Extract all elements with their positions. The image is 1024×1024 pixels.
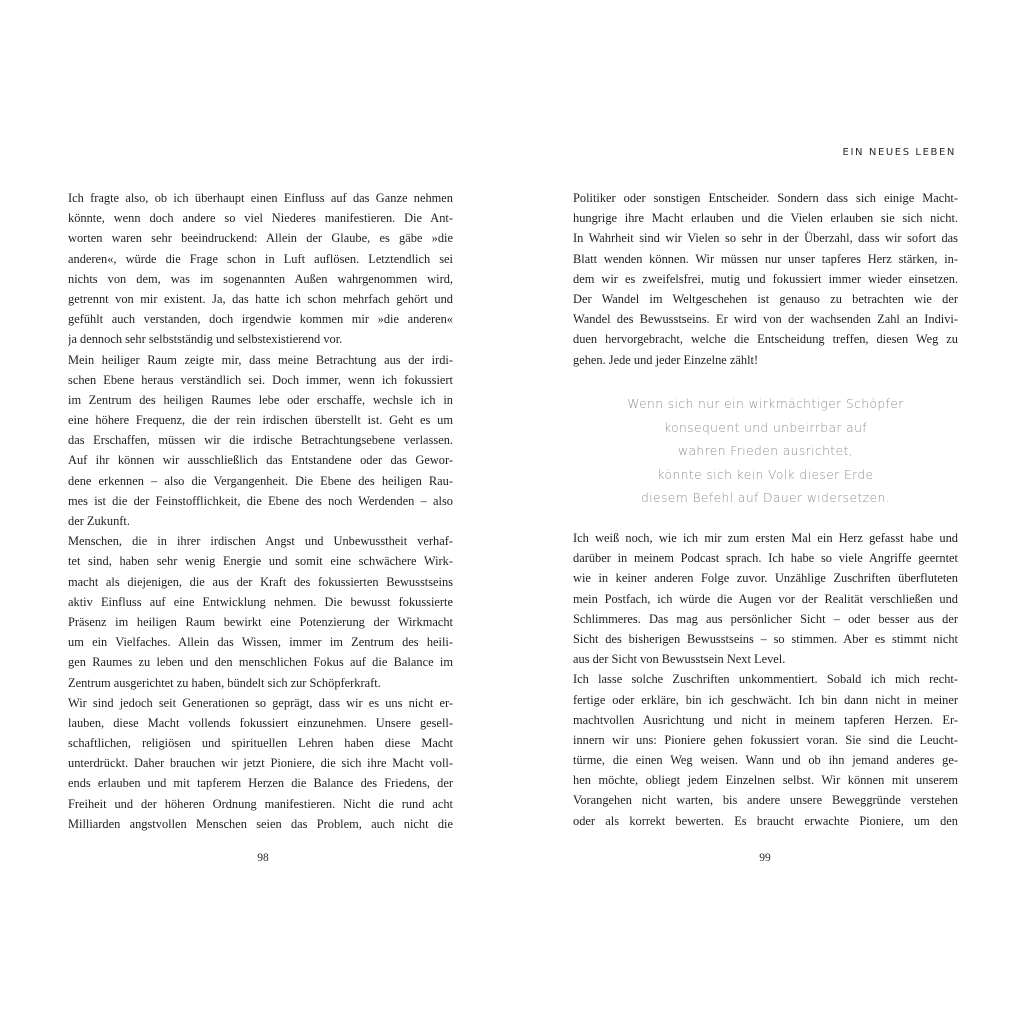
text-line: innern wir uns: Pioniere gehen fokussiert voran. Sie sind die Leucht- xyxy=(573,732,958,747)
quote-line: wahren Frieden ausrichtet, xyxy=(677,444,853,459)
text-line: hungrige ihre Macht erlauben und die Vielen erlauben sie sich nicht. xyxy=(573,211,958,226)
text-line: darüber in meinem Podcast sprach. Ich habe so viele Angriffe geerntet xyxy=(573,551,958,566)
text-line: Auf ihr können wir ausschließlich das Entstandene oder das Gewor- xyxy=(68,453,453,468)
text-line: Schlimmeres. Das mag aus persönlicher Sicht – oder besser aus der xyxy=(573,611,958,626)
text-line: Vorangehen nicht warten, bis andere unsere Beweggründe verstehen xyxy=(573,793,958,808)
text-line: könnte, wenn doch andere so viel Niederes manifestieren. Die Ant- xyxy=(68,211,453,226)
text-line: Zentrum ausgerichtet zu haben, bündelt sich zur Schöpferkraft. xyxy=(68,675,381,690)
text-line: Milliarden angstvollen Menschen seien das Problem, auch nicht die xyxy=(68,816,453,831)
text-line: eine höhere Frequenz, die der rein irdischen überstellt ist. Geht es um xyxy=(68,413,453,428)
text-line: aktiv Einfluss auf eine Entwicklung nehmen. Die bewusst fokussierte xyxy=(68,594,453,609)
text-line: schaftlichen, religiösen und spirituellen Lehren haben diese Macht xyxy=(68,736,453,751)
quote-line: könnte sich kein Volk dieser Erde xyxy=(657,467,874,482)
text-line: mes ist die der Feinstofflichkeit, die Ebene des noch Werdenden – also xyxy=(68,493,453,508)
text-line: worten waren sehr beeindruckend: Allein der Glaube, es gäbe »die xyxy=(68,231,453,246)
text-line: Ich lasse solche Zuschriften unkommentiert. Sobald ich mich recht- xyxy=(573,672,958,687)
text-line: Präsenz im heiligen Raum bewirkt eine Potenzierung der Wirkmacht xyxy=(68,614,453,629)
text-line: duen hervorgebracht, welche die Entscheidung treffen, diesen Weg zu xyxy=(573,332,958,347)
text-line: Freiheit und der höheren Ordnung manifestieren. Nicht die rund acht xyxy=(68,796,453,811)
text-line: Sicht des bisherigen Bewusstseins – so stimmen. Aber es stimmt nicht xyxy=(573,631,958,646)
text-line: wie in keiner anderen Folge zuvor. Unzählige Zuschriften überfluteten xyxy=(573,571,958,586)
quote-line: Wenn sich nur ein wirkmächtiger Schöpfer xyxy=(627,397,904,411)
running-head: EIN NEUES LEBEN xyxy=(842,147,956,158)
text-line: Menschen, die in ihrer irdischen Angst und Unbewusstheit verhaf- xyxy=(68,534,453,549)
text-line: dene erkennen – also die Vergangenheit. Die Ebene des heiligen Rau- xyxy=(68,473,453,488)
text-line: lauben, diese Macht vollends fokussiert einzunehmen. Unsere gesell- xyxy=(68,715,453,730)
text-line: anderen«, würde die Frage schon in Luft auflösen. Letztendlich sei xyxy=(68,251,453,266)
text-line: Mein heiliger Raum zeigte mir, dass meine Betrachtung aus der irdi- xyxy=(68,352,453,367)
left-page-text xyxy=(68,188,453,834)
text-line: macht als diejenigen, die aus der Kraft des fokussierten Bewusstseins xyxy=(68,574,453,589)
text-line: schen Ebene heraus verständlich sei. Doch immer, wenn ich fokussiert xyxy=(68,372,453,387)
pull-quote xyxy=(573,393,958,511)
text-line: Ich weiß noch, wie ich mir zum ersten Mal ein Herz gefasst habe und xyxy=(573,531,958,545)
page-number-left: 98 xyxy=(257,852,269,864)
text-line: gen Raumes zu leben und den menschlichen Fokus auf die Balance im xyxy=(68,655,453,670)
text-line: Der Wandel im Weltgeschehen ist genauso zu betrachten wie der xyxy=(573,291,958,306)
text-line: nichts von dem, was im sogenannten Außen wahrgenommen wird, xyxy=(68,271,453,286)
quote-line: konsequent und unbeirrbar auf xyxy=(663,420,867,435)
text-line: ends erlauben und mit tapferem Herzen die Balance des Friedens, der xyxy=(68,776,453,791)
text-line: fertige oder erkläre, bin ich geschwächt. Ich bin dann nicht in meiner xyxy=(573,692,958,707)
text-line: dem wir es zweifelsfrei, mutig und fokussiert immer wieder einsetzen. xyxy=(573,271,958,286)
quote-line: diesem Befehl auf Dauer widersetzen. xyxy=(641,491,890,506)
text-line: Wir sind jedoch seit Generationen so geprägt, dass wir es uns nicht er- xyxy=(68,695,453,710)
text-line: der Zukunft. xyxy=(68,514,130,528)
text-line: im Zentrum des heiligen Raumes lebe oder erschaffe, wechsle ich in xyxy=(68,392,453,407)
text-line: türme, die einen Weg weisen. Wann und ob ihn jemand anderes ge- xyxy=(573,753,958,768)
text-line: Ich fragte also, ob ich überhaupt einen Einfluss auf das Ganze nehmen xyxy=(68,191,453,205)
text-line: gefühlt auch verstanden, doch irgendwie kommen mir »die anderen« xyxy=(68,312,453,327)
text-line: oder als korrekt bewerten. Es braucht erwachte Pioniere, um den xyxy=(573,813,958,828)
text-line: tet sind, haben sehr wenig Energie und somit eine schwächere Wirk- xyxy=(68,554,453,569)
text-line: ja dennoch sehr selbstständig und selbstexistierend vor. xyxy=(68,332,343,347)
text-line: machtvollen Ausrichtung und nicht in meinem tapferen Herzen. Er- xyxy=(573,712,958,727)
text-line: unterdrückt. Daher brauchen wir jetzt Pioniere, die sich ihre Macht voll- xyxy=(68,756,453,771)
right-page-text-bottom xyxy=(573,528,958,831)
text-line: mein Postfach, ich würde die Augen vor der Realität verschließen und xyxy=(573,591,958,606)
page-number-right: 99 xyxy=(759,852,771,864)
text-line: gehen. Jede und jeder Einzelne zählt! xyxy=(573,352,759,367)
text-line: aus der Sicht von Bewusstsein Next Level. xyxy=(573,652,786,667)
text-line: getrennt von mir existent. Ja, das hatte ich schon mehrfach gehört und xyxy=(68,291,453,306)
text-line: hen möchte, obliegt jedem Einzelnen selbst. Wir können mit unserem xyxy=(573,773,958,788)
text-line: das Erschaffen, müssen wir die irdische Betrachtungsebene verlassen. xyxy=(68,433,453,448)
text-line: In Wahrheit sind wir Vielen so sehr in der Überzahl, dass wir sofort das xyxy=(573,231,958,246)
text-line: Wandel des Bewusstseins. Er wird von der wachsenden Zahl an Indivi- xyxy=(573,312,958,327)
right-page-text-top xyxy=(573,188,958,370)
text-line: Blatt wenden können. Wir müssen nur unser tapferes Herz stärken, in- xyxy=(573,251,958,266)
text-line: Politiker oder sonstigen Entscheider. Sondern dass sich einige Macht- xyxy=(573,191,958,205)
text-line: um ein Vielfaches. Allein das Wissen, immer im Zentrum des heili- xyxy=(68,635,453,650)
